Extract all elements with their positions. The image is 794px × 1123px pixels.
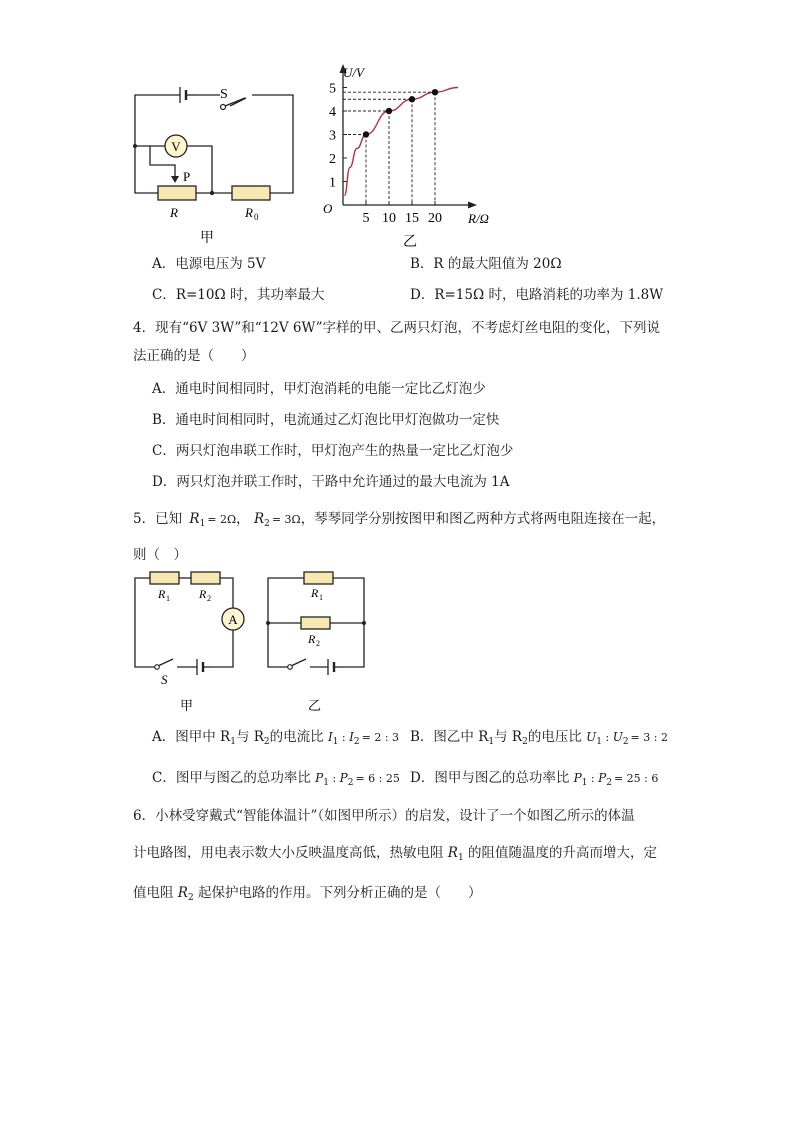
voltmeter-label: V — [171, 139, 181, 154]
origin-label: O — [323, 201, 333, 216]
q5-option-d[interactable]: D．图甲与图乙的总功率比 $P_1$ : $P_2 = 25$ : 6 — [410, 770, 659, 788]
switch-label: S — [220, 87, 228, 102]
q4-option-c[interactable]: C．两只灯泡串联工作时，甲灯泡产生的热量一定比乙灯泡少 — [152, 443, 514, 459]
x-tick-label: 5 — [362, 211, 370, 226]
caption-jia: 甲 — [200, 231, 214, 246]
slider-label: P — [183, 169, 191, 184]
y-tick-label: 2 — [329, 152, 336, 167]
q3-option-c[interactable]: C．R=10Ω 时，其功率最大 — [152, 287, 325, 303]
data-point — [409, 96, 415, 102]
svg-text:2: 2 — [316, 639, 320, 648]
q4-option-a[interactable]: A．通电时间相同时，甲灯泡消耗的电能一定比乙灯泡少 — [152, 381, 486, 397]
q5-r1-value: = 2Ω — [207, 513, 237, 526]
svg-text:R: R — [158, 587, 166, 601]
q5-stem-line2: 则（ ） — [133, 547, 187, 563]
q3-option-d[interactable]: D．R=15Ω 时，电路消耗的功率为 1.8W — [410, 287, 664, 303]
q5-option-a[interactable]: A．图甲中 $R_1$与 $R_2$的电流比 $I_1$ : $I_2 = 2$ : 3 — [152, 729, 400, 747]
q5-option-b[interactable]: B．图乙中 $R_1$与 $R_2$的电压比 $U_1$ : $U_2 = 3$ : 2 — [410, 729, 668, 747]
q5-circuit-jia — [125, 567, 255, 717]
ammeter-label: A — [228, 612, 238, 627]
svg-text:R: R — [199, 587, 207, 601]
q4-option-b[interactable]: B．通电时间相同时，电流通过乙灯泡比甲灯泡做功一定快 — [152, 412, 500, 428]
r-label: R — [170, 205, 178, 220]
resistor-r2 — [191, 572, 220, 584]
data-point — [432, 89, 438, 95]
y-tick-label: 5 — [329, 81, 336, 97]
svg-text:2: 2 — [207, 594, 211, 603]
r0-label: R — [245, 205, 253, 220]
q6-stem-line3: 值电阻 $R_2$ 起保护电路的作用。下列分析正确的是（ ） — [133, 885, 482, 903]
q5-caption-jia: 甲 — [180, 698, 194, 713]
q4-stem-line1: 4．现有“6V 3W”和“12V 6W”字样的甲、乙两只灯泡，不考虑灯丝电阻的变化，下列说 — [133, 320, 660, 336]
q3-chart-yi — [318, 55, 508, 250]
svg-text:R: R — [308, 632, 316, 646]
y-tick-label: 3 — [329, 128, 336, 144]
svg-text:1: 1 — [166, 594, 170, 603]
q5-stem-suffix: ，琴琴同学分别按图甲和图乙两种方式将两电阻连接在一起， — [300, 511, 666, 527]
q3-circuit-jia — [120, 85, 310, 250]
x-tick-label: 20 — [428, 211, 442, 226]
q5-option-c[interactable]: C．图甲与图乙的总功率比 $P_1$ : $P_2 = 6$ : 25 — [152, 770, 400, 788]
svg-text:R: R — [311, 586, 319, 600]
data-point — [363, 131, 369, 137]
resistor-r — [158, 186, 196, 200]
q5-caption-yi: 乙 — [308, 698, 322, 713]
q5-r2-value: = 3Ω — [271, 513, 301, 526]
q4-stem-line2: 法正确的是（ ） — [133, 348, 255, 364]
u-r-curve — [344, 88, 458, 196]
r0-label-sub: 0 — [254, 212, 259, 222]
y-tick-label: 1 — [329, 175, 336, 191]
x-tick-label: 15 — [405, 211, 419, 226]
q4-option-d[interactable]: D．两只灯泡并联工作时，干路中允许通过的最大电流为 1A — [152, 474, 510, 490]
q6-stem-line2: 计电路图，用电表示数大小反映温度高低，热敏电阻 $R_1$ 的阻值随温度的升高而增大，定 — [133, 845, 657, 863]
svg-text:1: 1 — [319, 593, 323, 602]
q3-option-b[interactable]: B．R 的最大阻值为 20Ω — [410, 256, 562, 272]
resistor-r1 — [304, 572, 333, 584]
q5-stem-line1: 5．已知 $R_1 = 2\Omega$， $R_2 = 3\Omega$，琴琴同学分别按图甲和图乙两种方式将两电阻连接在一起， — [133, 511, 666, 529]
y-axis-title: U/V — [343, 65, 364, 80]
y-tick-label: 4 — [329, 105, 336, 120]
resistor-r1 — [150, 572, 179, 584]
x-axis-title: R/Ω — [468, 211, 489, 226]
resistor-r0 — [232, 186, 270, 200]
q3-option-a[interactable]: A．电源电压为 5V — [152, 256, 266, 272]
q5-switch-label: S — [161, 672, 168, 687]
caption-yi: 乙 — [403, 235, 417, 250]
resistor-r2 — [301, 617, 330, 629]
data-point — [386, 108, 392, 114]
q6-stem-line1: 6．小林受穿戴式“智能体温计”（如图甲所示）的启发，设计了一个如图乙所示的体温 — [133, 808, 635, 824]
x-tick-label: 10 — [382, 211, 396, 226]
q5-stem-prefix: 5．已知 — [133, 511, 183, 527]
x-axis-arrow — [468, 202, 477, 209]
q5-circuit-yi — [258, 567, 378, 717]
